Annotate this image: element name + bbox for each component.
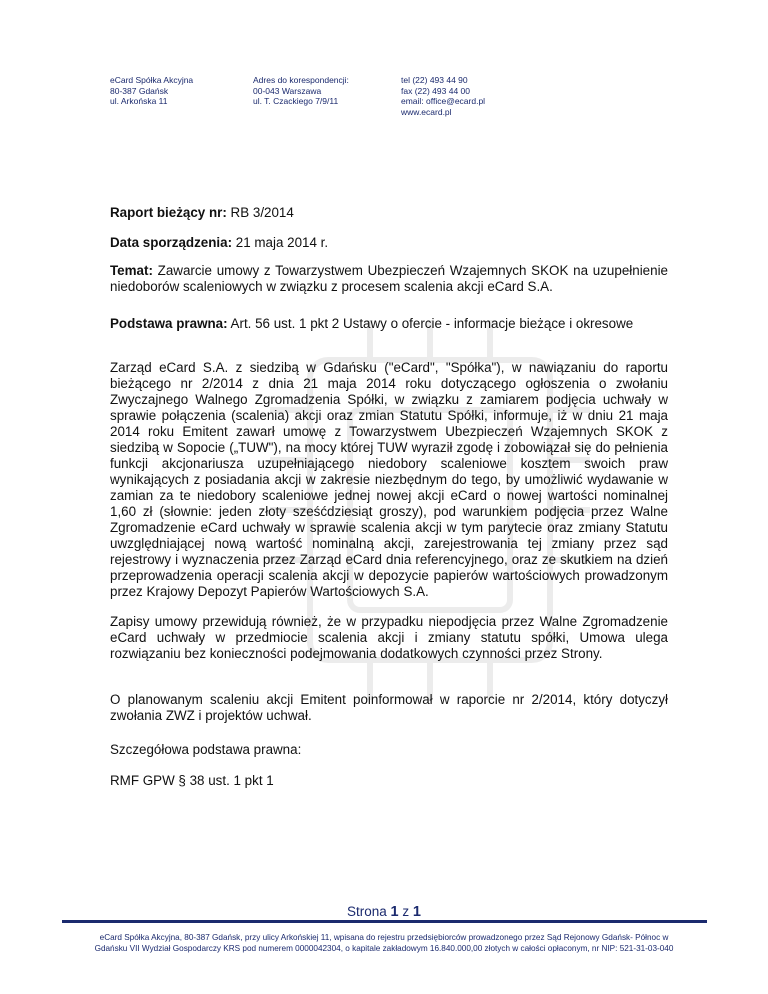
body-paragraph-2: Zapisy umowy przewidują również, że w przypadku niepodjęcia przez Walne Zgromadzenie eCard uchwały w przedmiocie scalenia akcji i zmiany statutu spółki, Umowa ulega rozwiązaniu bez konieczności podejmowania dodatkowych czynności przez Strony. (110, 614, 668, 662)
header-email-link[interactable]: email: office@ecard.pl (401, 96, 486, 106)
header-correspondence-city: 00-043 Warszawa (253, 85, 322, 96)
page-number (0, 904, 768, 920)
report-date-value: 21 maja 2014 r. (232, 235, 329, 250)
page-number-separator: z (398, 904, 413, 919)
header-company-city: 80-387 Gdańsk (110, 85, 169, 96)
page-number-total: 1 (412, 904, 421, 920)
body-paragraph-3: O planowanym scaleniu akcji Emitent poinformował w raporcie nr 2/2014, który dotyczył zwołania ZWZ i projektów uchwał. (110, 692, 668, 724)
header-website-link[interactable]: www.ecard.pl (401, 106, 452, 117)
report-topic-value: Zawarcie umowy z Towarzystwem Ubezpieczeń Wzajemnych SKOK na uzupełnienie niedoborów scaleniowych w związku z procesem scalenia akcji eCard S.A. (110, 263, 668, 294)
page-number-prefix: Strona (347, 904, 391, 919)
report-topic-label: Temat: (110, 263, 153, 278)
report-number (110, 205, 294, 221)
report-number-label: Raport bieżący nr: (110, 205, 227, 220)
body-paragraph-1: Zarząd eCard S.A. z siedzibą w Gdańsku ("eCard", "Spółka"), w nawiązaniu do raportu bieżącego nr 2/2014 z dnia 21 maja 2014 roku dotyczącego ogłoszenia o zwołaniu Zwyczajnego Walnego Zgromadzenia Spółki, w związku z zamiarem podjęcia uchwały w sprawie połączenia (scalenia) akcji oraz zmian Statutu Spółki, informuje, iż w dniu 21 maja 2014 roku Emitent zawarł umowę z Towarzystwem Ubezpieczeń Wzajemnych SKOK z siedzibą w Sopocie („TUW"), na mocy której TUW wyraził zgodę i zobowiązał się do pełnienia funkcji akcjonariusza uzupełniającego niedobory scaleniowe kosztem swoich praw wynikających z posiadania akcji w zakresie niezbędnym do tego, by umożliwić wydawanie w zamian za te niedobory scaleniowe jednej nowej akcji eCard o nowej wartości nominalnej 1,60 zł (słownie: jeden złoty sześćdziesiąt groszy), pod warunkiem podjęcia przez Walne Zgromadzenie eCard uchwały w sprawie scalenia akcji w tym parytecie oraz zmiany Statutu uwzględniającej nową wartość nominalną akcji, zarejestrowania tej zmiany przez sąd rejestrowy i wyznaczenia przez Zarząd eCard dnia referencyjnego, oraz ze skutkiem na dzień przeprowadzenia operacji scalenia akcji w depozycie papierów wartościowych prowadzonym przez Krajowy Depozyt Papierów Wartościowych S.A. (110, 360, 668, 600)
report-legal-basis (110, 316, 633, 332)
header-fax: fax (22) 493 44 00 (401, 85, 470, 96)
header-correspondence-street: ul. T. Czackiego 7/9/11 (253, 96, 339, 106)
header-company-name: eCard Spółka Akcyjna (110, 75, 194, 85)
header-correspondence-label: Adres do korespondencji: (253, 75, 349, 85)
report-topic (110, 263, 668, 295)
report-number-value: RB 3/2014 (226, 205, 294, 220)
page-number-current: 1 (390, 904, 399, 920)
report-legal-basis-label: Podstawa prawna: (110, 316, 228, 331)
header-company-address (110, 75, 193, 107)
detailed-legal-basis-value: RMF GPW § 38 ust. 1 pkt 1 (110, 773, 274, 788)
footer-legal-info (0, 933, 768, 954)
report-date-label: Data sporządzenia: (110, 235, 233, 250)
header-phone: tel (22) 493 44 90 (401, 75, 468, 85)
report-date (110, 235, 328, 251)
detailed-legal-basis-label: Szczegółowa podstawa prawna: (110, 742, 302, 757)
report-legal-basis-value: Art. 56 ust. 1 pkt 2 Ustawy o ofercie - informacje bieżące i okresowe (227, 316, 634, 331)
header-contact (401, 75, 485, 117)
header-company-street: ul. Arkońska 11 (110, 96, 168, 106)
footer-line-1: eCard Spółka Akcyjna, 80-387 Gdańsk, przy ulicy Arkońskiej 11, wpisana do rejestru przedsiębiorców prowadzonego przez Sąd Rejonowy Gdańsk- Północ w (99, 933, 669, 942)
footer-divider (62, 920, 707, 923)
header-correspondence-address (253, 75, 349, 107)
footer-line-2: Gdańsku VII Wydział Gospodarczy KRS pod numerem 0000042304, o kapitale zakładowym 16.840.000,00 złotych w całości opłaconym, nr NIP: 521-31-03-040 (94, 943, 674, 953)
